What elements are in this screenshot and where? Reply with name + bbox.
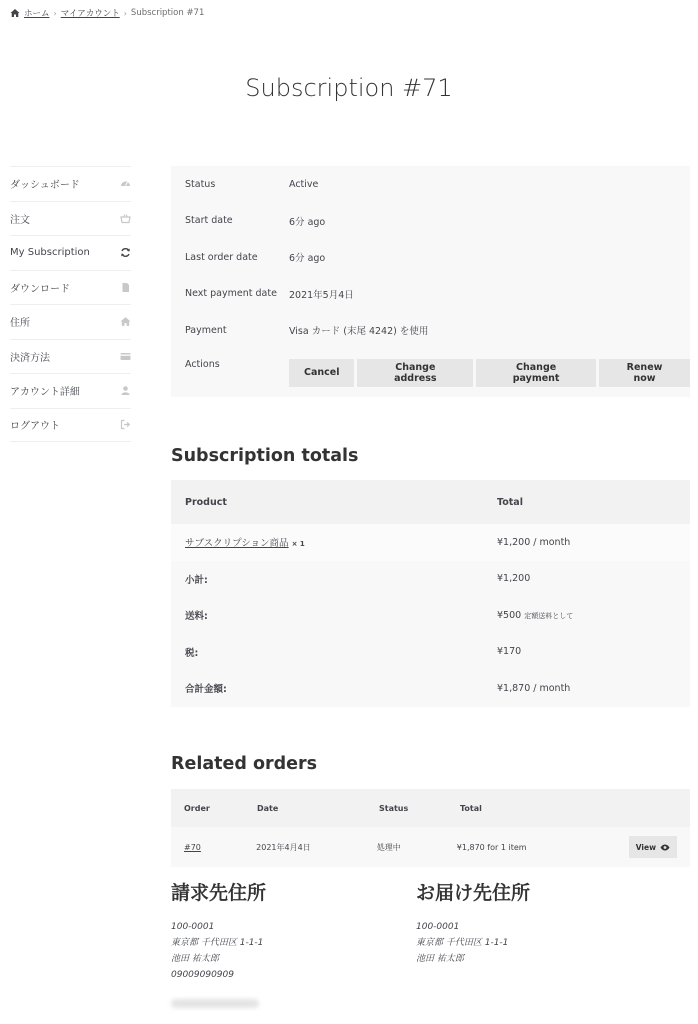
details-row-last-order-date (171, 239, 690, 276)
grand-total-label: 合計金額: (185, 684, 227, 696)
last-order-date-value: 6分 ago (289, 253, 326, 265)
table-row-tax (171, 634, 690, 671)
nav-item-label: ログアウト (10, 421, 60, 433)
page-title: Subscription #71 (245, 74, 453, 102)
column-header: Order (184, 803, 210, 813)
column-header: Date (257, 803, 279, 813)
nav-item-downloads[interactable] (10, 270, 131, 305)
product-total: ¥1,200 / month (497, 536, 571, 548)
details-label: Payment (185, 324, 227, 336)
eye-icon (660, 844, 670, 851)
breadcrumb-home-link[interactable]: ホーム (24, 9, 50, 19)
order-status: 処理中 (376, 842, 401, 852)
details-label: Actions (185, 358, 220, 370)
refresh-icon (120, 247, 131, 258)
shipping-value: ¥500 (497, 609, 522, 621)
nav-item-label: ダッシュボード (10, 180, 80, 192)
column-header: Total (460, 803, 482, 813)
breadcrumb-separator: › (123, 8, 127, 18)
subtotal-value: ¥1,200 (497, 573, 531, 585)
nav-item-label: My Subscription (10, 247, 90, 259)
shipping-address-line: 100-0001 (416, 922, 460, 932)
tax-label: 税: (185, 647, 199, 659)
shipping-address-heading: お届け先住所 (416, 882, 531, 904)
nav-item-label: アカウント詳細 (10, 387, 80, 399)
subscription-totals-table (171, 480, 690, 707)
column-header: Product (185, 496, 227, 508)
table-row (171, 827, 690, 867)
home-icon (10, 8, 20, 18)
nav-item-payment-methods[interactable] (10, 339, 131, 374)
details-row-payment (171, 312, 690, 349)
status-value: Active (289, 178, 319, 190)
product-cell (171, 535, 497, 549)
home-icon (120, 316, 131, 327)
related-orders-table (171, 789, 690, 867)
details-label: Start date (185, 215, 233, 227)
breadcrumb-account-link[interactable]: マイアカウント (60, 9, 120, 19)
column-header: Status (379, 803, 409, 813)
nav-item-addresses[interactable] (10, 304, 131, 339)
table-header-row (171, 789, 690, 827)
user-icon (120, 385, 131, 396)
nav-item-label: 注文 (10, 214, 30, 226)
change-address-button[interactable]: Change address (357, 359, 473, 387)
tax-value: ¥170 (497, 646, 522, 658)
credit-card-icon (120, 351, 131, 362)
nav-item-orders[interactable] (10, 201, 131, 236)
breadcrumb-separator: › (53, 8, 57, 18)
table-row-subtotal (171, 561, 690, 598)
file-icon (120, 282, 131, 293)
order-date: 2021年4月4日 (256, 842, 311, 852)
shipping-label: 送料: (185, 611, 208, 623)
details-row-next-payment-date (171, 276, 690, 313)
start-date-value: 6分 ago (289, 216, 326, 228)
next-payment-date-value: 2021年5月4日 (289, 289, 354, 301)
order-total: ¥1,870 for 1 item (456, 842, 527, 852)
product-quantity: × 1 (291, 540, 305, 549)
shipping-address-line: 池田 祐太郎 (416, 954, 464, 964)
view-order-button[interactable] (629, 836, 677, 858)
shipping-cell (497, 610, 690, 621)
details-row-start-date (171, 203, 690, 240)
nav-item-account-details[interactable] (10, 373, 131, 408)
billing-address-line: 100-0001 (171, 922, 215, 932)
details-row-actions (171, 349, 690, 397)
table-header-row (171, 480, 690, 524)
shipping-address-line: 東京都 千代田区 1-1-1 (416, 938, 509, 948)
grand-total-value: ¥1,870 / month (497, 682, 571, 694)
related-orders-heading: Related orders (171, 754, 318, 774)
account-navigation (10, 166, 131, 442)
billing-phone: 09009090909 (171, 970, 234, 980)
subscription-totals-heading: Subscription totals (171, 446, 359, 466)
blurred-email (171, 999, 259, 1008)
action-buttons (289, 359, 690, 387)
details-label: Next payment date (185, 288, 277, 300)
breadcrumb-current: Subscription #71 (130, 8, 205, 18)
nav-item-logout[interactable] (10, 408, 131, 443)
details-row-status (171, 166, 690, 203)
table-row-grand-total (171, 670, 690, 707)
table-row-product (171, 524, 690, 561)
renew-now-button[interactable]: Renew now (599, 359, 690, 387)
shipping-address (416, 878, 530, 967)
subtotal-label: 小計: (185, 574, 208, 586)
product-link[interactable]: サブスクリプション商品 (185, 538, 289, 550)
details-label: Status (185, 178, 216, 190)
breadcrumb (10, 7, 204, 19)
payment-value: Visa カード (末尾 4242) を使用 (289, 326, 429, 338)
details-label: Last order date (185, 251, 258, 263)
logout-icon (120, 419, 131, 430)
order-link[interactable]: #70 (184, 842, 201, 852)
nav-item-label: 決済方法 (10, 352, 50, 364)
subscription-details-table (171, 166, 690, 397)
shipping-note: 定額送料として (524, 611, 574, 620)
nav-item-my-subscription[interactable] (10, 235, 131, 270)
cancel-button[interactable]: Cancel (289, 359, 354, 387)
billing-address-heading: 請求先住所 (171, 882, 267, 904)
column-header: Total (497, 496, 523, 508)
nav-item-label: ダウンロード (10, 283, 70, 295)
change-payment-button[interactable]: Change payment (476, 359, 596, 387)
billing-address-line: 東京都 千代田区 1-1-1 (171, 938, 264, 948)
billing-address (171, 878, 266, 1008)
nav-item-label: 住所 (10, 318, 30, 330)
view-button-label: View (635, 842, 656, 852)
table-row-shipping (171, 597, 690, 634)
dashboard-icon (120, 178, 131, 189)
basket-icon (120, 213, 131, 224)
billing-address-line: 池田 祐太郎 (171, 954, 219, 964)
nav-item-dashboard[interactable] (10, 166, 131, 201)
